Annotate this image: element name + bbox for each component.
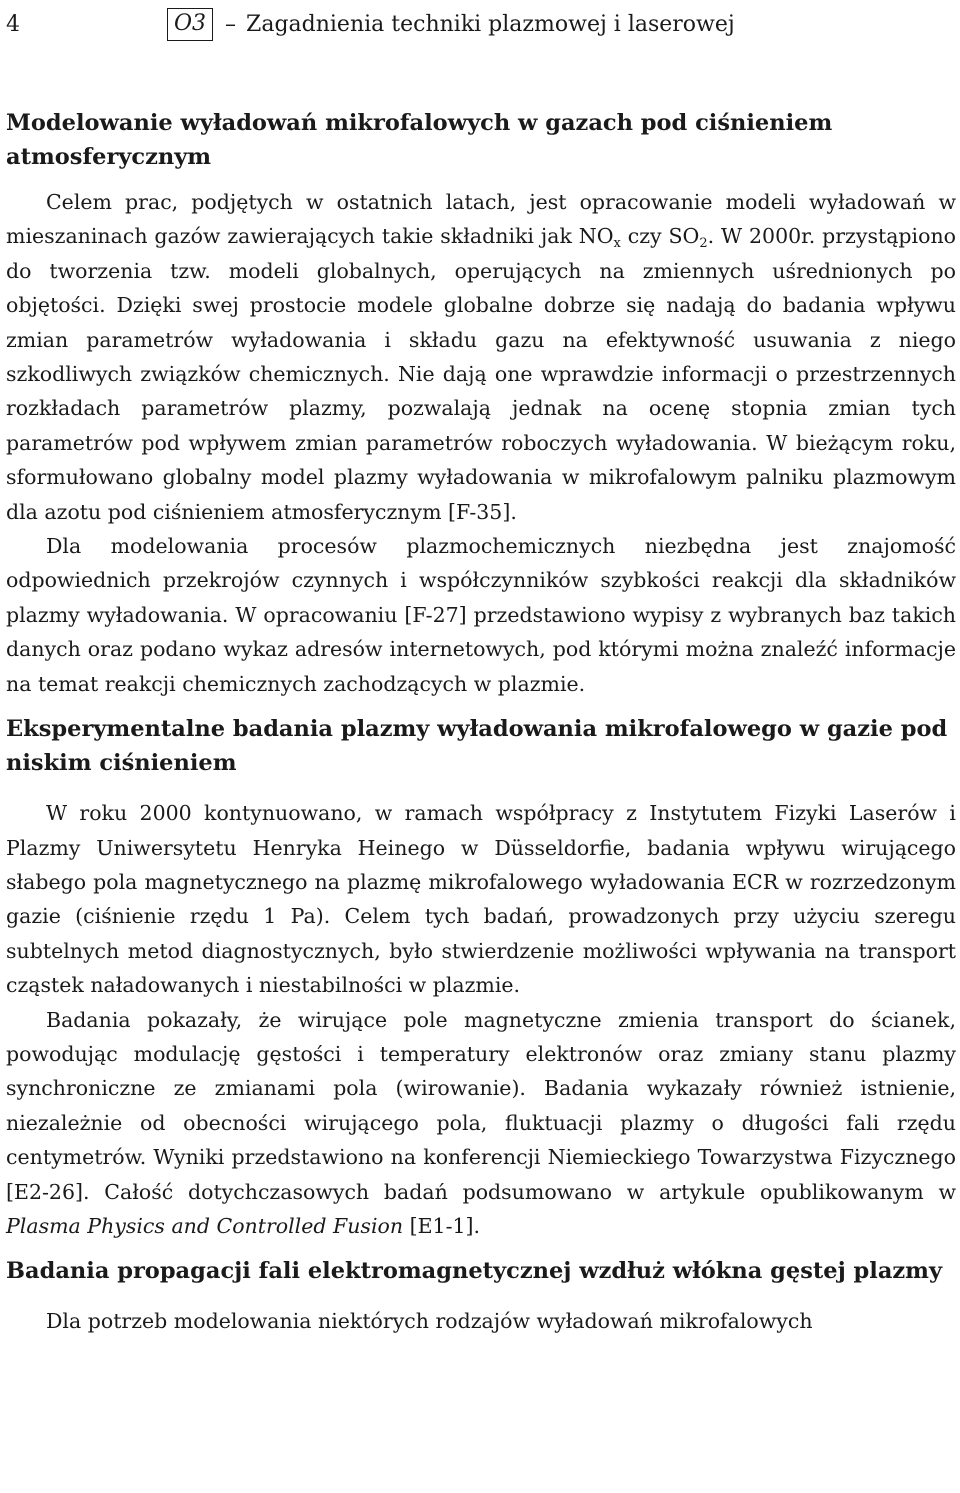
paragraph-text: [E1-1].: [403, 1213, 481, 1238]
subscript-2: 2: [699, 236, 708, 252]
paragraph-text: Celem prac, podjętych w ostatnich latach, jest opracowanie modeli wyładowań w mieszaninach gazów zawierających takie składniki jak NO: [6, 190, 956, 249]
paragraph-text: Badania pokazały, że wirujące pole magnetyczne zmienia transport do ścianek, powodując modulację gęstości i temperatury elektronów oraz zmiany stanu plazmy synchroniczne ze zmianami pola (wirowanie). Badania wykazały również istnienie, niezależnie od obecności wirującego pola, fluktuacji plazmy o długości fali rzędu centymetrów. Wyniki przedstawiono na konferencji Niemieckiego Towarzystwa Fizycznego [E2-26]. Całość dotychczasowych badań podsumowano w artykule opublikowanym w: [6, 1007, 956, 1204]
header-dash: –: [225, 11, 237, 37]
section-code-box: O3: [167, 8, 213, 41]
paragraph-eksperymentalne-2: [6, 1003, 956, 1244]
subscript-x: x: [613, 236, 621, 252]
paragraph-eksperymentalne-1: W roku 2000 kontynuowano, w ramach współpracy z Instytutem Fizyki Laserów i Plazmy Uniwersytetu Henryka Heinego w Düsseldorfie, badania wpływu wirującego słabego pola magnetycznego na plazmę mikrofalowego wyładowania ECR w rozrzedzonym gazie (ciśnienie rzędu 1 Pa). Celem tych badań, prowadzonych przy użyciu szeregu subtelnych metod diagnostycznych, było stwierdzenie możliwości wpływania na transport cząstek naładowanych i niestabilności w plazmie.: [6, 801, 956, 998]
journal-title: Plasma Physics and Controlled Fusion: [6, 1213, 404, 1238]
document-page: [6, 4, 956, 1339]
paragraph-text: . W 2000r. przystąpiono do tworzenia tzw. modeli globalnych, operujących na zmiennych uśrednionych po objętości. Dzięki swej prostocie modele globalne dobrze się nadają do badania wpływu zmian parametrów wyładowania i składu gazu na efektywność usuwania z niego szkodliwych związków chemicznych. Nie dają one wprawdzie informacji o przestrzennych rozkładach parametrów plazmy, pozwalają jednak na ocenę stopnia zmian tych parametrów pod wpływem zmian parametrów roboczych wyładowania. W bieżącym roku, sformułowano globalny model plazmy wyładowania w mikrofalowym palniku plazmowym dla azotu pod ciśnieniem atmosferycznym [F-35].: [6, 224, 956, 524]
paragraph-modelowanie-2: Dla modelowania procesów plazmochemicznych niezbędna jest znajomość odpowiednich przekrojów czynnych i współczynników szybkości reakcji dla składników plazmy wyładowania. W opracowaniu [F-27] przedstawiono wypisy z wybranych baz takich danych oraz podano wykaz adresów internetowych, pod którymi można znaleźć informacje na temat reakcji chemicznych zachodzących w plazmie.: [6, 534, 956, 696]
section-heading-propagacja: Badania propagacji fali elektromagnetycznej wzdłuż włókna gęstej plazmy: [6, 1258, 943, 1285]
paragraph-modelowanie-1: [6, 185, 956, 529]
section-heading-eksperymentalne: Eksperymentalne badania plazmy wyładowania mikrofalowego w gazie pod niskim ciśnieniem: [6, 716, 948, 777]
paragraph-propagacja-1: Dla potrzeb modelowania niektórych rodzajów wyładowań mikrofalowych: [46, 1309, 813, 1334]
running-header: [6, 4, 956, 44]
header-title: Zagadnienia techniki plazmowej i laserowej: [246, 11, 735, 37]
page-number: 4: [6, 11, 20, 37]
section-heading-modelowanie: Modelowanie wyładowań mikrofalowych w gazach pod ciśnieniem atmosferycznym: [6, 110, 833, 170]
paragraph-text: czy SO: [620, 224, 700, 249]
